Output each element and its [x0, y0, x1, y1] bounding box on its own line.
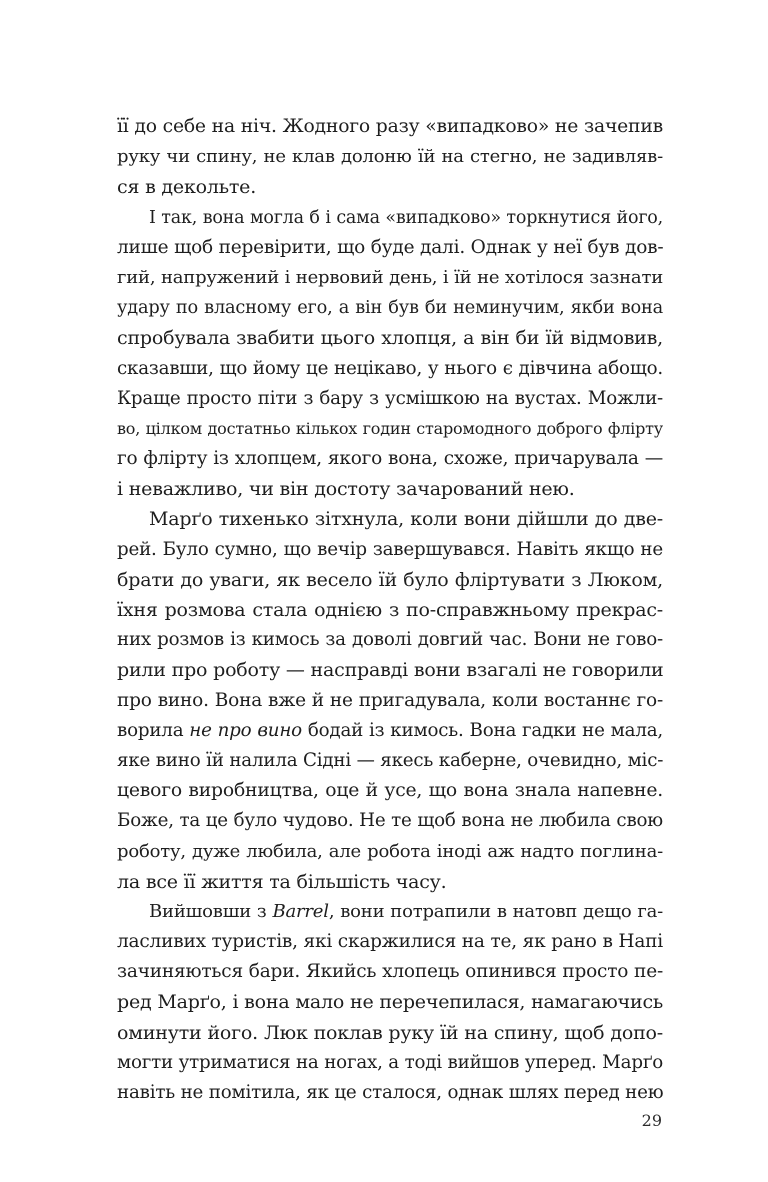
- text-segment: ворила: [117, 719, 190, 741]
- text-line: рили про роботу — насправді вони взагалі не говорили: [117, 659, 664, 682]
- italic-phrase: не про вино: [189, 719, 302, 741]
- text-line: роботу, дуже любила, але робота іноді аж надто поглина-: [117, 840, 663, 862]
- text-line: про вино. Вона вже й не пригадувала, коли востаннє го-: [117, 689, 663, 711]
- text-line: гий, напружений і нервовий день, і їй не хотілося зазнати: [117, 266, 663, 288]
- text-line: її до себе на ніч. Жодного разу «випадково» не зачепив: [117, 116, 663, 137]
- text-line: лише щоб перевірити, що буде далі. Однак у неї був дов-: [117, 236, 664, 258]
- text-line: брати до уваги, як весело їй було фліртувати з Люком,: [117, 568, 663, 591]
- text-line: ласливих туристів, які скаржилися на те, як рано в Напі: [117, 931, 663, 953]
- text-segment: Вийшовши з: [149, 900, 273, 922]
- text-line: І так, вона могла б і сама «випадково» торкнутися його,: [149, 207, 663, 228]
- text-line: могти утриматися на ногах, а тоді вийшов уперед. Марґо: [117, 1051, 664, 1073]
- text-line: ла все її життя та більшість часу.: [117, 870, 447, 893]
- text-line: во, цілком достатньо кількох годин старомодного доброго флірту: [117, 418, 663, 438]
- text-line: [117, 716, 663, 746]
- italic-phrase: Barrel: [272, 900, 329, 922]
- text-line: рей. Було сумно, що вечір завершувався. Навіть якщо не: [117, 538, 663, 560]
- text-line: спробувала звабити цього хлопця, а він би їй відмовив,: [117, 327, 663, 350]
- page-number: 29: [641, 1111, 662, 1130]
- text-line: ся в декольте.: [117, 176, 257, 199]
- text-line: Краще просто піти з бару з усмішкою на вустах. Можли-: [117, 387, 663, 409]
- text-line: них розмов із кимось за доволі довгий час. Вони не гово-: [117, 629, 663, 651]
- text-line: і неважливо, чи він достоту зачарований нею.: [117, 478, 575, 501]
- text-line: [117, 897, 663, 927]
- text-line: оминути його. Люк поклав руку їй на спину, щоб допо-: [117, 1021, 663, 1044]
- body-text: [117, 112, 663, 1108]
- text-line: сказавши, що йому це нецікаво, у нього є дівчина абощо.: [117, 357, 663, 379]
- text-line: їхня розмова стала однією з по-справжньому прекрас-: [117, 599, 663, 621]
- text-line: Марґо тихенько зітхнула, коли вони дійшли до две-: [149, 508, 663, 531]
- text-line: го флірту із хлопцем, якого вона, схоже, причарувала —: [117, 448, 663, 470]
- text-line: навіть не помітила, як це сталося, однак шлях перед нею: [117, 1082, 664, 1103]
- text-line: зачиняються бари. Якийсь хлопець опинився просто пе-: [117, 961, 663, 983]
- text-line: яке вино їй налила Сідні — якесь каберне, очевидно, міс-: [117, 749, 664, 771]
- text-line: цевого виробництва, оце й усе, що вона знала напевне.: [117, 780, 663, 802]
- text-line: удару по власному его, а він був би неминучим, якби вона: [117, 298, 663, 319]
- text-line: ред Марґо, і вона мало не перечепилася, намагаючись: [117, 991, 664, 1014]
- text-segment: бодай із кимось. Вона гадки не мала,: [301, 719, 663, 741]
- text-segment: , вони потрапили в натовп дещо га-: [328, 900, 663, 922]
- text-line: руку чи спину, не клав долоню їй на стегно, не задивляв-: [117, 146, 663, 168]
- text-line: Боже, та це було чудово. Не те щоб вона не любила свою: [117, 810, 663, 832]
